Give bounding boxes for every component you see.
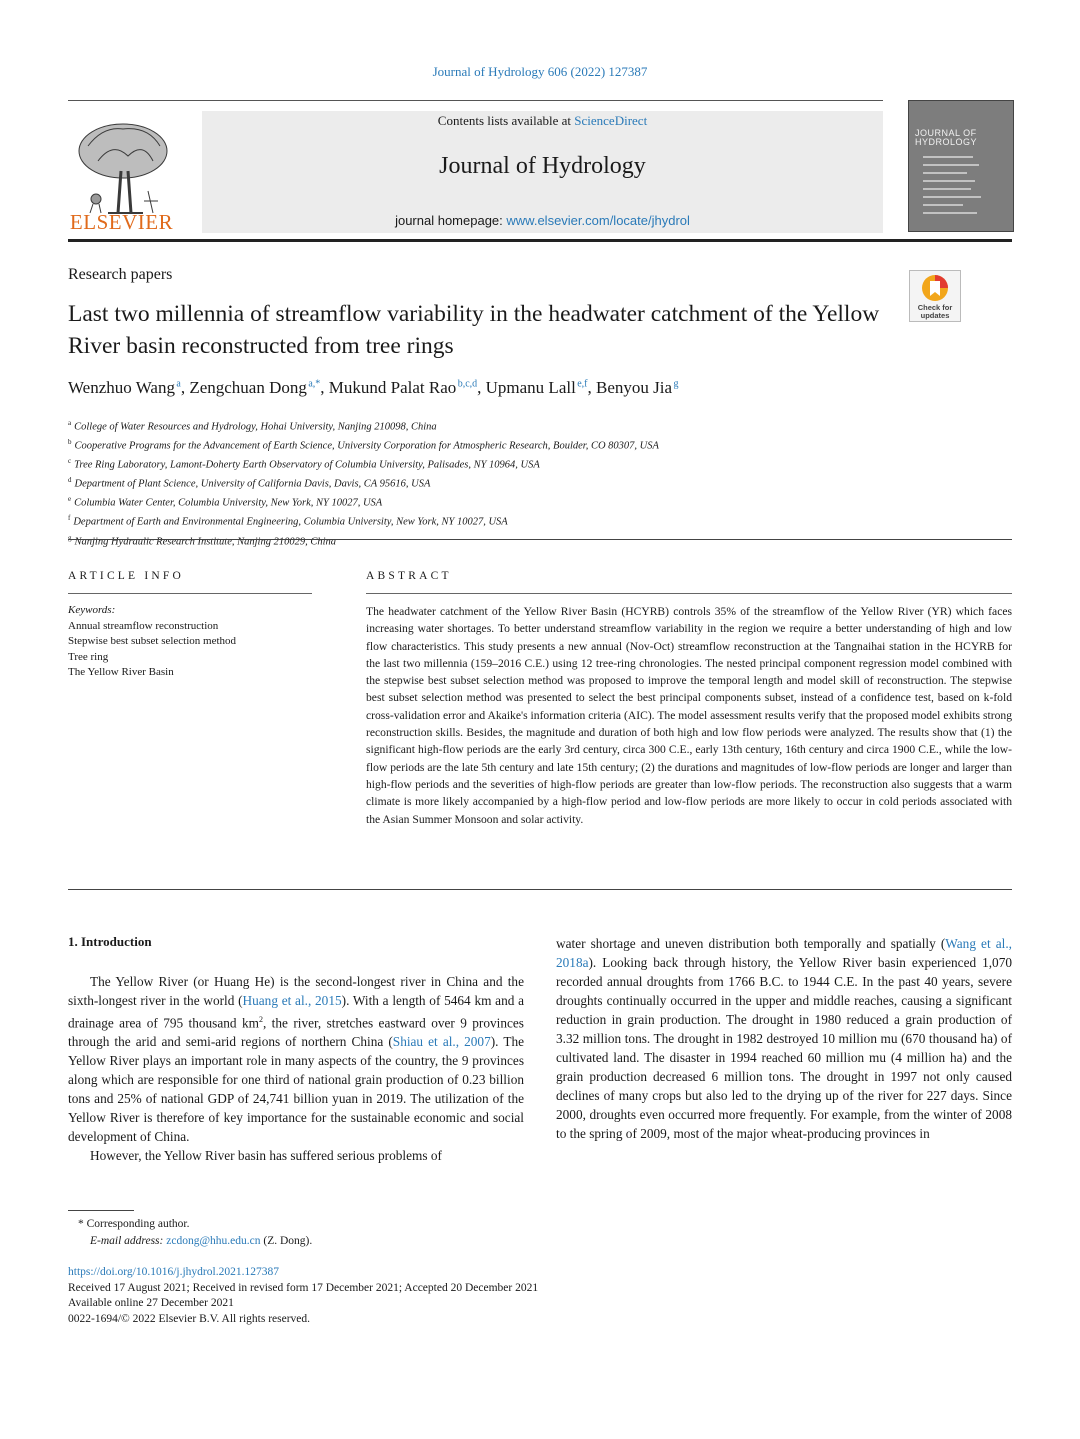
affiliation-item (68, 473, 659, 492)
affiliation-item (68, 492, 659, 511)
journal-masthead (202, 111, 883, 233)
body-paragraph (68, 972, 524, 1146)
citation-link[interactable]: Wang et al., 2018a (556, 936, 1012, 970)
email-suffix: (Z. Dong). (260, 1235, 313, 1247)
affiliation-marker: c (68, 457, 72, 466)
homepage-link[interactable]: www.elsevier.com/locate/jhydrol (506, 213, 690, 228)
cover-contents-lines (923, 153, 1003, 223)
elsevier-wordmark: ELSEVIER (69, 210, 174, 234)
author-affiliation-marker[interactable]: g (673, 378, 679, 390)
section-label: Research papers (68, 266, 173, 283)
author-affiliation-marker[interactable]: a,* (308, 378, 321, 390)
email-line (68, 1233, 312, 1250)
article-info-divider (68, 593, 312, 594)
abstract-divider (366, 593, 1012, 594)
publication-info (68, 1265, 538, 1327)
affiliation-text: Department of Plant Science, University of California Davis, Davis, CA 95616, USA (74, 478, 431, 490)
homepage-prefix: journal homepage: (395, 213, 507, 228)
author-affiliation-marker[interactable]: a (176, 378, 181, 390)
text-run: water shortage and uneven distribution both temporally and spatially ( (556, 936, 946, 951)
check-badge-line1: Check for (917, 303, 953, 312)
affiliation-marker: b (68, 438, 72, 447)
keyword-item: Tree ring (68, 650, 109, 663)
text-run: , the river, stretches eastward over 9 provinces through the arid and semi-arid regions of northern China ( (68, 1015, 524, 1050)
corresponding-author-note: * Corresponding author. (78, 1218, 190, 1230)
homepage-line (202, 213, 883, 228)
author-affiliation-marker[interactable]: b,c,d (457, 378, 478, 390)
author-name: Upmanu Lall (485, 378, 576, 397)
contents-line (202, 113, 883, 129)
available-online: Available online 27 December 2021 (68, 1297, 234, 1309)
journal-title: Journal of Hydrology (439, 153, 646, 179)
article-info-heading: ARTICLE INFO (68, 570, 184, 582)
journal-reference[interactable]: Journal of Hydrology 606 (2022) 127387 (432, 64, 648, 79)
contents-prefix: Contents lists available at (437, 113, 575, 128)
keywords-label: Keywords: (68, 604, 116, 616)
affiliation-text: College of Water Resources and Hydrology, Hohai University, Nanjing 210098, China (74, 421, 437, 433)
affiliation-marker: a (68, 419, 72, 427)
affiliation-text: Department of Earth and Environmental Engineering, Columbia University, New York, NY 10027, USA (73, 516, 508, 528)
text-run: ). The Yellow River plays an important role in many aspects of the country, the 9 provinces along which are responsible for one third of national grain production of 0.23 billion tons and 25% of national GDP of 24,741 billion yuan in 2019. The utilization of the Yellow River is therefore of key importance for the sustainable economic and social development of China. (68, 1034, 524, 1145)
affiliation-marker: g (68, 533, 72, 542)
affiliation-text: Columbia Water Center, Columbia University, New York, NY 10027, USA (74, 497, 383, 509)
footnote (68, 1216, 312, 1250)
keyword-item: The Yellow River Basin (68, 666, 174, 679)
journal-cover-thumbnail (908, 100, 1014, 232)
body-paragraph (556, 934, 1012, 1143)
introduction-heading: 1. Introduction (68, 934, 152, 949)
email-label: E-mail address: (90, 1235, 167, 1247)
check-badge-line2: updates (920, 311, 950, 320)
author-affiliation-marker[interactable]: e,f (577, 378, 588, 390)
body-right-column (556, 934, 1012, 1143)
affiliation-divider (68, 539, 1012, 540)
author-name: Benyou Jia (596, 378, 673, 397)
affiliation-list (68, 416, 659, 550)
affiliation-text: Cooperative Programs for the Advancement of Earth Science, University Corporation for Atmospheric Research, Boulder, CO 80307, USA (74, 440, 659, 452)
abstract-text: The headwater catchment of the Yellow River Basin (HCYRB) controls 35% of the streamflow of the Yellow River (YR) which faces increasing water shortages. To better understand streamflow variability in the region we require a better understanding of high and low flow characteristics. This study presents a new annual (Nov-Oct) streamflow reconstruction at the Tangnaihai station in the HCYRB for the last two millennia (159–2016 C.E.) using 12 tree-ring chronologies. The nested principal component regression model combined with the stepwise best subset selection method was proposed to improve the temporal length and model skill of reconstruction. The stepwise best subset selection method was presented to select the best principal components subset, instead of a confidence test, based on k-fold cross-validation error and Akaike's information criteria (AIC). The model assessment results verify that the proposed model exhibits strong reconstruction skills. Besides, the magnitude and duration of both high and low flow periods were analyzed. The results show that (1) the significant high-flow periods are the early 3rd century, circa 300 C.E., early 13th century, 16th century and circa 1900 C.E., while the low-flow periods are the late 5th century and late 15th century; (2) the durations and magnitudes of low-flow periods are longer and larger than high-flow periods and the severities of high-flow periods are greater than low-flow periods. The reconstruction also suggests that a warm climate is more likely accompanied by a high-flow period and low-flow periods are more likely to occur in cold periods associated with the Asian Summer Monsoon and solar activity. (366, 605, 1012, 826)
received-dates: Received 17 August 2021; Received in revised form 17 December 2021; Accepted 20 December 2021 (68, 1281, 539, 1294)
article-title: Last two millennia of streamflow variability in the headwater catchment of the Yellow River basin reconstructed from tree rings (68, 301, 880, 359)
affiliation-marker: d (68, 476, 72, 485)
affiliation-item (68, 435, 659, 454)
author-name: Zengchuan Dong (189, 378, 307, 397)
affiliation-item (68, 416, 659, 435)
affiliation-item (68, 454, 659, 473)
text-run: The Yellow River (or Huang He) is the second-longest river in China and the sixth-longest river in the world ( (68, 974, 524, 1008)
superscript: 2 (258, 1015, 263, 1024)
keywords-block (68, 603, 236, 681)
citation-link[interactable]: Huang et al., 2015 (242, 993, 342, 1008)
affiliation-item (68, 511, 659, 530)
email-link[interactable]: zcdong@hhu.edu.cn (166, 1235, 261, 1247)
text-run: ). With a length of 5464 km and a drainage area of 795 thousand km (68, 993, 525, 1031)
keyword-item: Stepwise best subset selection method (68, 635, 237, 648)
citation-link[interactable]: Shiau et al., 2007 (392, 1034, 491, 1050)
sciencedirect-link[interactable]: ScienceDirect (574, 113, 648, 128)
affiliation-marker: f (68, 514, 71, 523)
header-top-rule (68, 100, 883, 101)
author-name: Wenzhuo Wang (68, 378, 175, 397)
header-bottom-rule (68, 239, 1012, 242)
copyright: 0022-1694/© 2022 Elsevier B.V. All rights reserved. (68, 1312, 311, 1325)
check-for-updates-icon[interactable] (909, 270, 961, 322)
keyword-item: Annual streamflow reconstruction (68, 619, 219, 632)
footnote-rule (68, 1210, 134, 1211)
affiliation-item (68, 531, 659, 550)
affiliation-text: Tree Ring Laboratory, Lamont-Doherty Earth Observatory of Columbia University, Palisades, NY 10964, USA (74, 459, 540, 471)
abstract-end-divider (68, 889, 1012, 890)
abstract-heading: ABSTRACT (366, 570, 452, 582)
affiliation-text: Nanjing Hydraulic Research Institute, Nanjing 210029, China (74, 536, 337, 548)
affiliation-marker: e (68, 495, 72, 504)
author-list: Wenzhuo Wang $^a$, Zengchuan Dong $^{a,*}$, Mukund Palat Rao $^{b,c,d}$, Upmanu Lall $^{e,f}$, Benyou Jia $^g$ (68, 378, 679, 397)
body-paragraph: However, the Yellow River basin has suffered serious problems of (90, 1148, 442, 1164)
text-run: ). Looking back through history, the Yellow River basin experienced 1,070 recorded annual droughts from 1766 B.C. to 1944 C.E. In the past 40 years, severe droughts continually occurred in the upper and middle reaches, causing a significant reduction in grain production. The drought in 1980 reduced a grain production of 3.32 million tons. The drought in 1982 destroyed 10 million mu (670 thousand ha) of cultivated land. The disaster in 1994 reached 60 million mu (4 million ha) and the grain production decreased 6 million tons. The drought in 1997 not only caused declines of many crops but also led to the drying up of the river for 227 days. Since 2000, droughts even occurred more frequently. For example, from the winter of 2008 to the spring of 2009, most of the major wheat-producing provinces in (556, 955, 1012, 1141)
body-left-column (68, 972, 524, 1165)
author-name: Mukund Palat Rao (328, 378, 457, 397)
cover-title: JOURNAL OF HYDROLOGY (915, 128, 978, 147)
doi-link[interactable]: https://doi.org/10.1016/j.jhydrol.2021.127387 (68, 1266, 279, 1278)
